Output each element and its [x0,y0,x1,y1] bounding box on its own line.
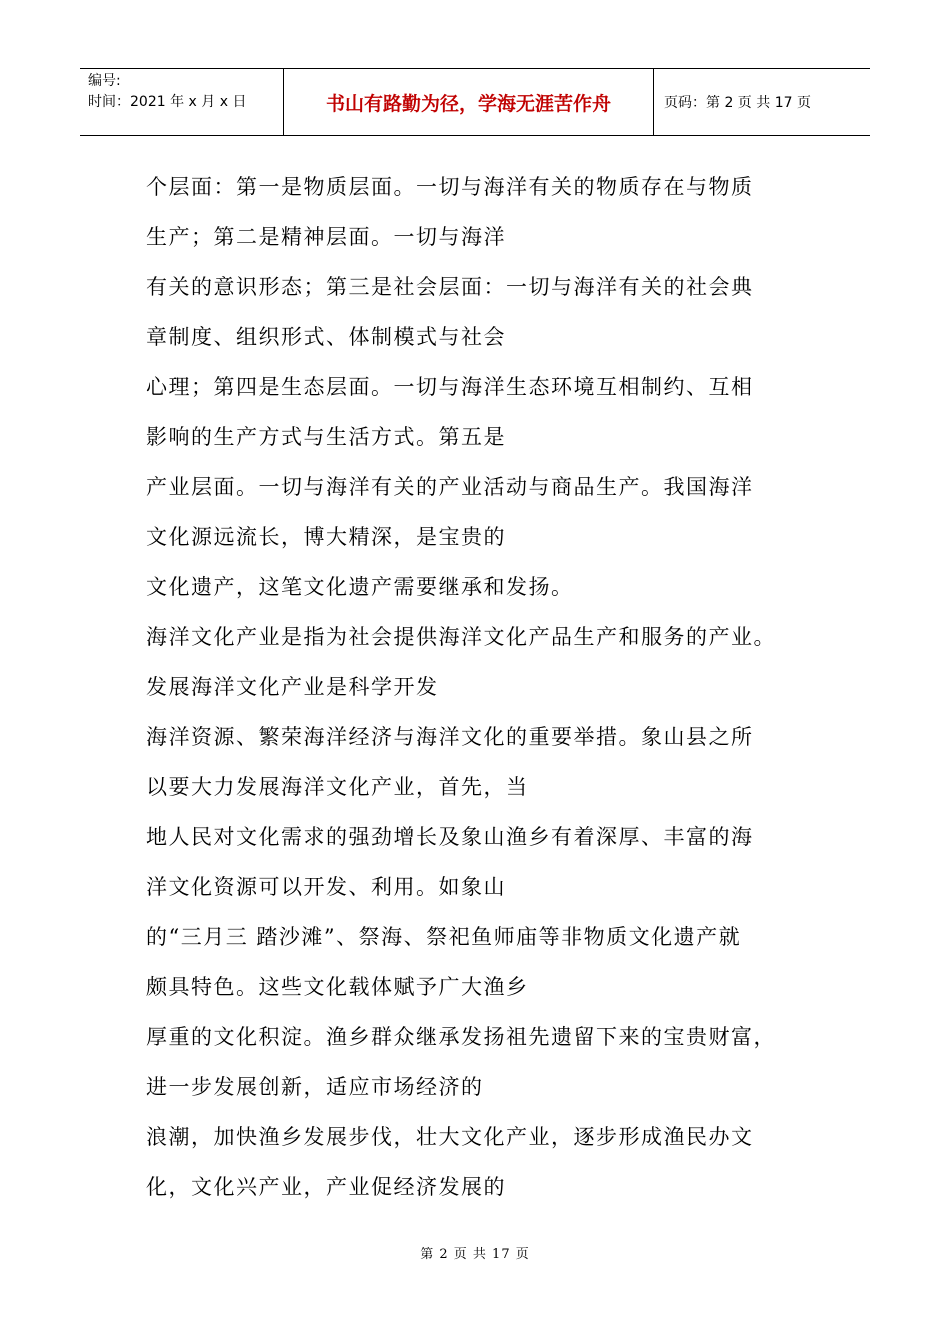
body-line: 以要大力发展海洋文化产业，首先，当 [146,775,529,799]
body-line: 影响的生产方式与生活方式。第五是 [146,425,506,449]
body-line: 化，文化兴产业，产业促经济发展的 [146,1175,506,1199]
number-label: 编号: [88,73,121,89]
body-line: 地人民对文化需求的强劲增长及象山渔乡有着深厚、丰富的海 [146,825,754,849]
header-page-cell [654,69,870,135]
body-line: 浪潮，加快渔乡发展步伐，壮大文化产业，逐步形成渔民办文 [146,1125,754,1149]
page-info: 页码：第 2 页 共 17 页 [664,95,811,111]
date-label: 时间：2021 年 x 月 x 日 [88,94,247,110]
page-header [80,68,870,136]
body-line: 心理；第四是生态层面。一切与海洋生态环境互相制约、互相 [146,375,754,399]
body-line: 海洋文化产业是指为社会提供海洋文化产品生产和服务的产业。 [146,625,776,649]
body-line: 章制度、组织形式、体制模式与社会 [146,325,506,349]
header-motto-cell [284,69,654,135]
body-line: 文化遗产，这笔文化遗产需要继承和发扬。 [146,575,574,599]
body-line: 的“三月三 踏沙滩”、祭海、祭祀鱼师庙等非物质文化遗产就 [146,925,742,949]
motto-text: 书山有路勤为径，学海无涯苦作舟 [325,92,611,115]
body-line: 洋文化资源可以开发、利用。如象山 [146,875,506,899]
body-line: 有关的意识形态；第三是社会层面：一切与海洋有关的社会典 [146,275,754,299]
body-line: 颇具特色。这些文化载体赋予广大渔乡 [146,975,529,999]
body-line: 个层面：第一是物质层面。一切与海洋有关的物质存在与物质 [146,175,754,199]
header-meta-cell [80,69,284,135]
footer-page-label: 第 2 页 共 17 页 [420,1247,530,1262]
body-line: 发展海洋文化产业是科学开发 [146,675,439,699]
body-line: 产业层面。一切与海洋有关的产业活动与商品生产。我国海洋 [146,475,754,499]
page-footer [0,1243,950,1262]
document-body [146,162,826,1212]
body-line: 文化源远流长，博大精深，是宝贵的 [146,525,506,549]
body-line: 生产；第二是精神层面。一切与海洋 [146,225,506,249]
body-line: 海洋资源、繁荣海洋经济与海洋文化的重要举措。象山县之所 [146,725,754,749]
body-line: 进一步发展创新，适应市场经济的 [146,1075,484,1099]
body-line: 厚重的文化积淀。渔乡群众继承发扬祖先遗留下来的宝贵财富， [146,1025,776,1049]
